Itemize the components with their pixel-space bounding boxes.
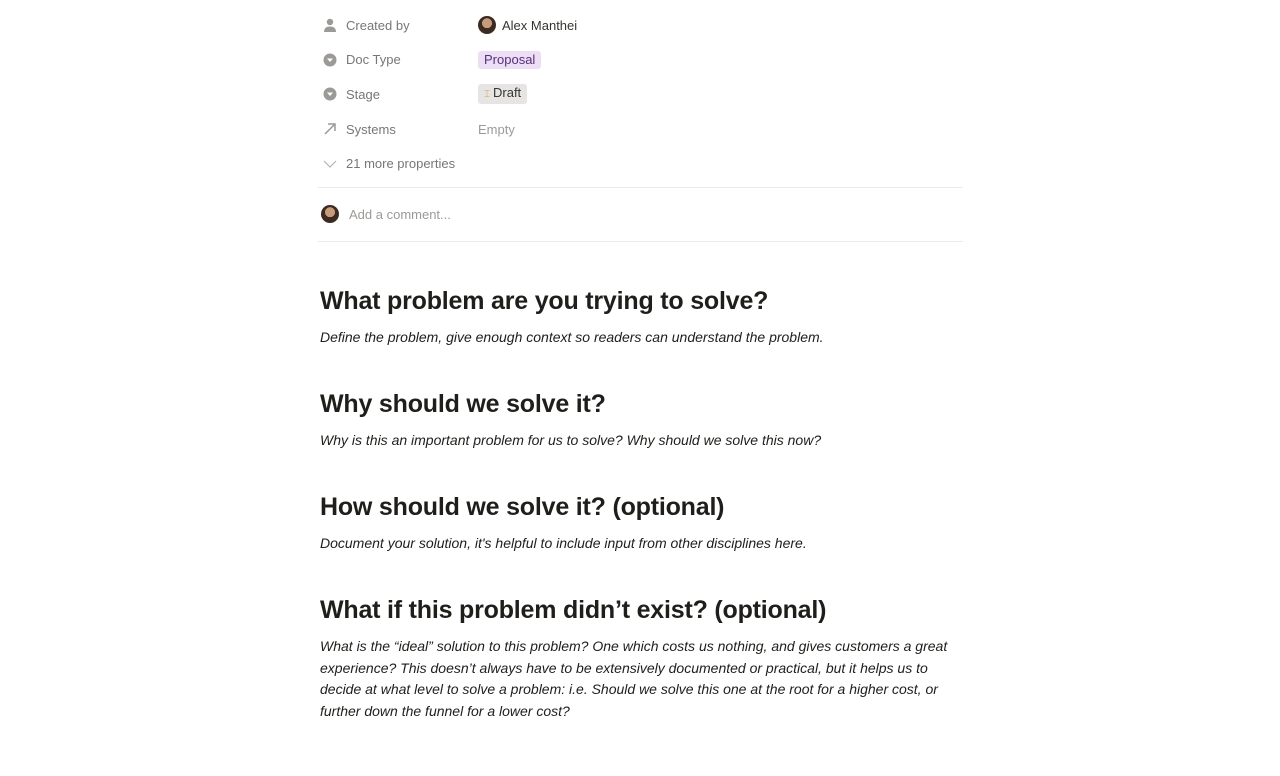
property-value[interactable]: Alex Manthei [502,17,578,33]
section-problem [320,287,960,349]
more-properties-label: 21 more properties [346,156,456,172]
section-body: Define the problem, give enough context so readers can understand the problem. [320,329,824,345]
chevron-down-icon [322,156,338,172]
property-created-by[interactable] [318,8,963,43]
avatar [321,205,339,223]
section-what-if [320,596,960,723]
section-heading: Why should we solve it? [320,390,606,418]
comment-placeholder: Add a comment... [349,206,451,222]
scroll-emoji-icon: ⌶ [484,89,490,101]
page-properties [318,8,963,242]
more-properties-toggle[interactable] [318,146,963,181]
property-label: Stage [346,86,380,102]
doc-type-tag[interactable]: Proposal [478,51,541,69]
section-why [320,390,960,452]
section-body: Why is this an important problem for us to solve? Why should we solve this now? [320,432,822,448]
property-systems[interactable] [318,112,963,147]
avatar [478,16,496,34]
stage-value: Draft [493,85,522,101]
section-heading: What problem are you trying to solve? [320,287,769,315]
section-body: What is the “ideal” solution to this problem? One which costs us nothing, and gives customers a great experience? This doesn’t always have to be extensively documented or practical, but it helps us to decide at what level to solve a problem: i.e. Should we solve this one at the root for a higher cost, or further down the funnel for a lower cost? [320,638,948,720]
stage-tag[interactable] [478,84,527,104]
property-doc-type[interactable] [318,43,963,78]
divider [318,241,963,242]
section-heading: What if this problem didn’t exist? (optional) [320,596,827,624]
property-label: Systems [346,121,396,137]
comment-input[interactable] [318,188,963,241]
property-stage[interactable] [318,77,963,112]
select-icon [322,86,338,102]
property-label: Doc Type [346,52,401,68]
section-how [320,493,960,555]
property-value-empty[interactable]: Empty [478,121,515,137]
section-heading: How should we solve it? (optional) [320,493,725,521]
relation-arrow-icon [322,121,338,137]
section-body: Document your solution, it's helpful to include input from other disciplines here. [320,535,807,551]
select-icon [322,52,338,68]
property-label: Created by [346,17,410,33]
person-icon [322,17,338,33]
